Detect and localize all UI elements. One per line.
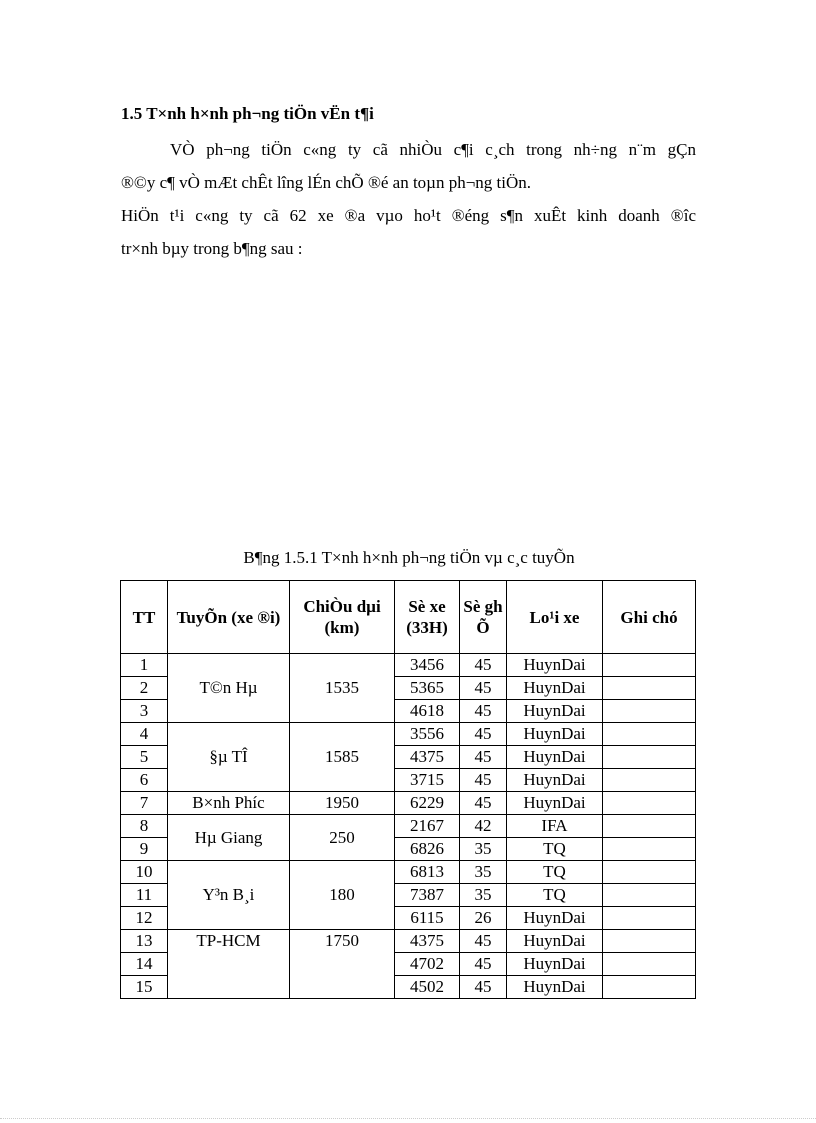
cell-vehicle-type: TQ (507, 838, 603, 861)
cell-tt: 15 (121, 976, 168, 999)
cell-vehicle-type: HuynDai (507, 700, 603, 723)
cell-seats: 26 (460, 907, 507, 930)
cell-tt: 9 (121, 838, 168, 861)
cell-length: 180 (290, 861, 395, 930)
cell-route: Y³n B¸i (168, 861, 290, 930)
cell-note (603, 700, 696, 723)
cell-tt: 12 (121, 907, 168, 930)
cell-vehicle-type: HuynDai (507, 953, 603, 976)
cell-bus-number: 3715 (395, 769, 460, 792)
table-header-row (121, 581, 696, 654)
cell-tt: 11 (121, 884, 168, 907)
cell-seats: 35 (460, 884, 507, 907)
cell-bus-number: 4502 (395, 976, 460, 999)
cell-tt: 5 (121, 746, 168, 769)
cell-vehicle-type: HuynDai (507, 792, 603, 815)
paragraph-line: tr×nh bµy trong b¶ng sau : (121, 239, 303, 258)
cell-bus-number: 4375 (395, 930, 460, 953)
cell-note (603, 838, 696, 861)
cell-length: 1535 (290, 654, 395, 723)
cell-vehicle-type: HuynDai (507, 907, 603, 930)
cell-vehicle-type: HuynDai (507, 746, 603, 769)
section-heading: 1.5 T×nh h×nh ph¬ng tiÖn vËn t¶i (121, 104, 374, 123)
cell-seats: 45 (460, 700, 507, 723)
cell-bus-number: 4702 (395, 953, 460, 976)
intro-paragraph (121, 133, 696, 265)
table-caption: B¶ng 1.5.1 T×nh h×nh ph¬ng tiÖn vµ c¸c tuyÕn (243, 548, 575, 567)
cell-route: Hµ Giang (168, 815, 290, 861)
cell-note (603, 654, 696, 677)
cell-tt: 13 (121, 930, 168, 953)
cell-tt: 14 (121, 953, 168, 976)
cell-seats: 45 (460, 723, 507, 746)
vehicle-table (120, 580, 696, 999)
table-row (121, 723, 696, 746)
cell-seats: 45 (460, 746, 507, 769)
cell-seats: 45 (460, 654, 507, 677)
cell-tt: 6 (121, 769, 168, 792)
cell-vehicle-type: HuynDai (507, 976, 603, 999)
cell-note (603, 884, 696, 907)
header-bus-number: Sè xe (33H) (395, 581, 460, 654)
cell-length: 1750 (290, 930, 395, 999)
cell-vehicle-type: HuynDai (507, 723, 603, 746)
cell-route: B×nh Phíc (168, 792, 290, 815)
cell-note (603, 953, 696, 976)
cell-note (603, 792, 696, 815)
cell-tt: 10 (121, 861, 168, 884)
cell-seats: 45 (460, 769, 507, 792)
cell-seats: 45 (460, 677, 507, 700)
paragraph-line: HiÖn t¹i c«ng ty cã 62 xe ®a vµo ho¹t ®éng s¶n xuÊt kinh doanh ®îc (121, 206, 696, 225)
cell-bus-number: 4375 (395, 746, 460, 769)
cell-route: §µ TÎ (168, 723, 290, 792)
cell-tt: 2 (121, 677, 168, 700)
cell-note (603, 769, 696, 792)
table-row (121, 792, 696, 815)
table-row (121, 930, 696, 953)
cell-note (603, 930, 696, 953)
cell-vehicle-type: HuynDai (507, 769, 603, 792)
paragraph-line: VÒ ph¬ng tiÖn c«ng ty cã nhiÒu c¶i c¸ch trong nh÷ng n¨m gÇn (170, 140, 696, 159)
cell-length: 250 (290, 815, 395, 861)
cell-tt: 8 (121, 815, 168, 838)
cell-seats: 45 (460, 792, 507, 815)
page-bottom-divider (0, 1118, 816, 1119)
cell-vehicle-type: TQ (507, 884, 603, 907)
cell-vehicle-type: TQ (507, 861, 603, 884)
header-tt: TT (121, 581, 168, 654)
cell-bus-number: 6813 (395, 861, 460, 884)
cell-length: 1585 (290, 723, 395, 792)
cell-tt: 7 (121, 792, 168, 815)
cell-note (603, 723, 696, 746)
cell-note (603, 861, 696, 884)
cell-tt: 4 (121, 723, 168, 746)
cell-vehicle-type: HuynDai (507, 930, 603, 953)
cell-seats: 45 (460, 953, 507, 976)
table-row (121, 815, 696, 838)
header-vehicle-type: Lo¹i xe (507, 581, 603, 654)
table-row (121, 861, 696, 884)
cell-seats: 35 (460, 861, 507, 884)
header-route: TuyÕn (xe ®i) (168, 581, 290, 654)
cell-bus-number: 7387 (395, 884, 460, 907)
header-note: Ghi chó (603, 581, 696, 654)
cell-seats: 35 (460, 838, 507, 861)
cell-tt: 1 (121, 654, 168, 677)
cell-note (603, 746, 696, 769)
cell-vehicle-type: HuynDai (507, 654, 603, 677)
cell-vehicle-type: IFA (507, 815, 603, 838)
paragraph-line: ®©y c¶ vÒ mÆt chÊt lîng lÉn chÕ ®é an toµn ph¬ng tiÖn. (121, 173, 532, 192)
header-seats: Sè gh Õ (460, 581, 507, 654)
cell-route: TP-HCM (168, 930, 290, 999)
cell-note (603, 976, 696, 999)
cell-route: T©n Hµ (168, 654, 290, 723)
cell-bus-number: 3456 (395, 654, 460, 677)
cell-note (603, 677, 696, 700)
cell-length: 1950 (290, 792, 395, 815)
cell-note (603, 815, 696, 838)
cell-seats: 45 (460, 930, 507, 953)
cell-bus-number: 4618 (395, 700, 460, 723)
cell-vehicle-type: HuynDai (507, 677, 603, 700)
cell-note (603, 907, 696, 930)
cell-bus-number: 2167 (395, 815, 460, 838)
cell-bus-number: 6229 (395, 792, 460, 815)
cell-bus-number: 6826 (395, 838, 460, 861)
table-row (121, 654, 696, 677)
cell-seats: 45 (460, 976, 507, 999)
cell-tt: 3 (121, 700, 168, 723)
cell-bus-number: 5365 (395, 677, 460, 700)
cell-seats: 42 (460, 815, 507, 838)
header-length: ChiÒu dµi (km) (290, 581, 395, 654)
cell-bus-number: 6115 (395, 907, 460, 930)
cell-bus-number: 3556 (395, 723, 460, 746)
